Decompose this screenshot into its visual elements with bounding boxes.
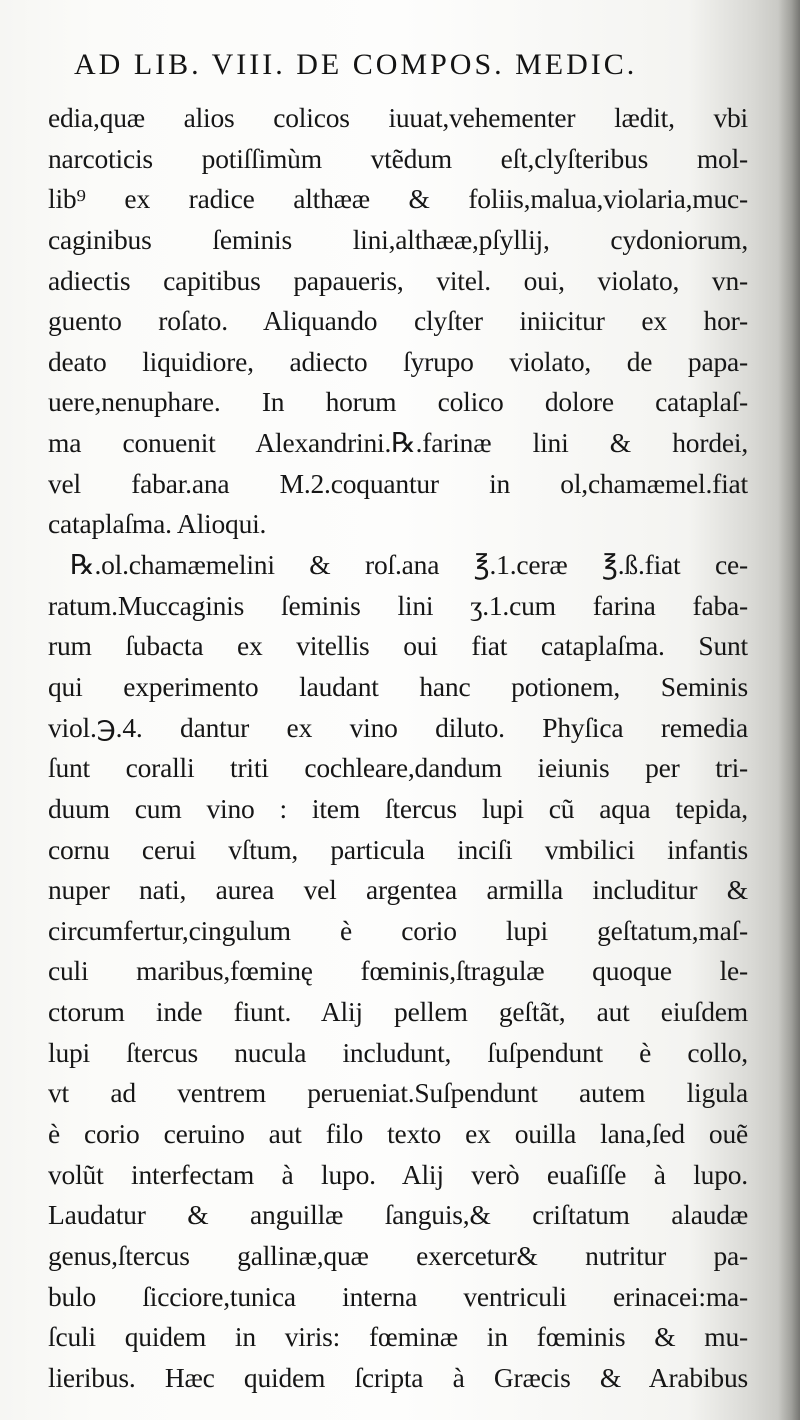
text-line: cornu cerui vſtum, particula inciſi vmbilici infantis — [48, 833, 748, 865]
text-line: lieribus. Hæc quidem ſcripta à Græcis & Arabibus — [48, 1361, 748, 1393]
text-line: ctorum inde fiunt. Alij pellem geſtãt, aut eiuſdem — [48, 996, 748, 1028]
text-line: guento roſato. Aliquando clyſter iniicitur ex hor- — [48, 305, 748, 337]
text-line: ma conuenit Alexandrini.℞.farinæ lini & hordei, — [48, 427, 748, 459]
running-head: AD LIB. VIII. DE COMPOS. MEDIC. — [74, 48, 638, 81]
text-line: ratum.Muccaginis ſeminis lini ʒ.1.cum farina faba- — [48, 589, 748, 621]
text-line: Laudatur & anguillæ ſanguis,& criſtatum alaudæ — [48, 1199, 748, 1231]
text-line: adiectis capitibus papaueris, vitel. oui, violato, vn- — [48, 264, 748, 296]
text-line: ſculi quidem in viris: fœminæ in fœminis & mu- — [48, 1321, 748, 1353]
text-line: rum ſubacta ex vitellis oui fiat cataplaſma. Sunt — [48, 630, 748, 662]
text-line: narcoticis potiſſimùm vtẽdum eſt,clyſteribus mol- — [48, 142, 748, 174]
text-line: viol.℈.4. dantur ex vino diluto. Phyſica remedia — [48, 711, 748, 743]
text-line: è corio ceruino aut filo texto ex ouilla lana,ſed ouẽ — [48, 1118, 748, 1150]
text-line: vt ad ventrem perueniat.Suſpendunt autem ligula — [48, 1077, 748, 1109]
text-line: caginibus ſeminis lini,althææ,pſyllij, cydoniorum, — [48, 223, 748, 255]
text-line: qui experimento laudant hanc potionem, Seminis — [48, 670, 748, 702]
body-text — [48, 98, 748, 1399]
text-line: ſunt coralli triti cochleare,dandum ieiunis per tri- — [48, 752, 748, 784]
text-line: circumfertur,cingulum è corio lupi geſtatum,maſ- — [48, 914, 748, 946]
text-line: lupi ſtercus nucula includunt, ſuſpendunt è collo, — [48, 1036, 748, 1068]
text-line: edia,quæ alios colicos iuuat,vehementer lædit, vbi — [48, 102, 748, 133]
text-line: volũt interfectam à lupo. Alij verò euaſiſſe à lupo. — [48, 1158, 748, 1190]
text-line: genus,ſtercus gallinæ,quæ exercetur& nutritur pa- — [48, 1239, 748, 1271]
text-line: duum cum vino : item ſtercus lupi cũ aqua tepida, — [48, 792, 748, 824]
text-line: bulo ſicciore,tunica interna ventriculi erinacei:ma- — [48, 1280, 748, 1312]
text-line: ℞.ol.chamæmelini & roſ.ana ℥.1.ceræ ℥.ß.fiat ce- — [70, 549, 748, 581]
text-line: nuper nati, aurea vel argentea armilla includitur & — [48, 874, 748, 906]
text-line: lib⁹ ex radice althææ & foliis,malua,violaria,muc- — [48, 183, 748, 215]
text-line: cataplaſma. Alioqui. — [48, 508, 267, 540]
text-line: vel fabar.ana M.2.coquantur in ol,chamæmel.fiat — [48, 467, 748, 499]
text-line: deato liquidiore, adiecto ſyrupo violato, de papa- — [48, 345, 748, 377]
text-line: culi maribus,fœminę fœminis,ſtragulæ quoque le- — [48, 955, 748, 987]
text-line: uere,nenuphare. In horum colico dolore cataplaſ- — [48, 386, 748, 418]
